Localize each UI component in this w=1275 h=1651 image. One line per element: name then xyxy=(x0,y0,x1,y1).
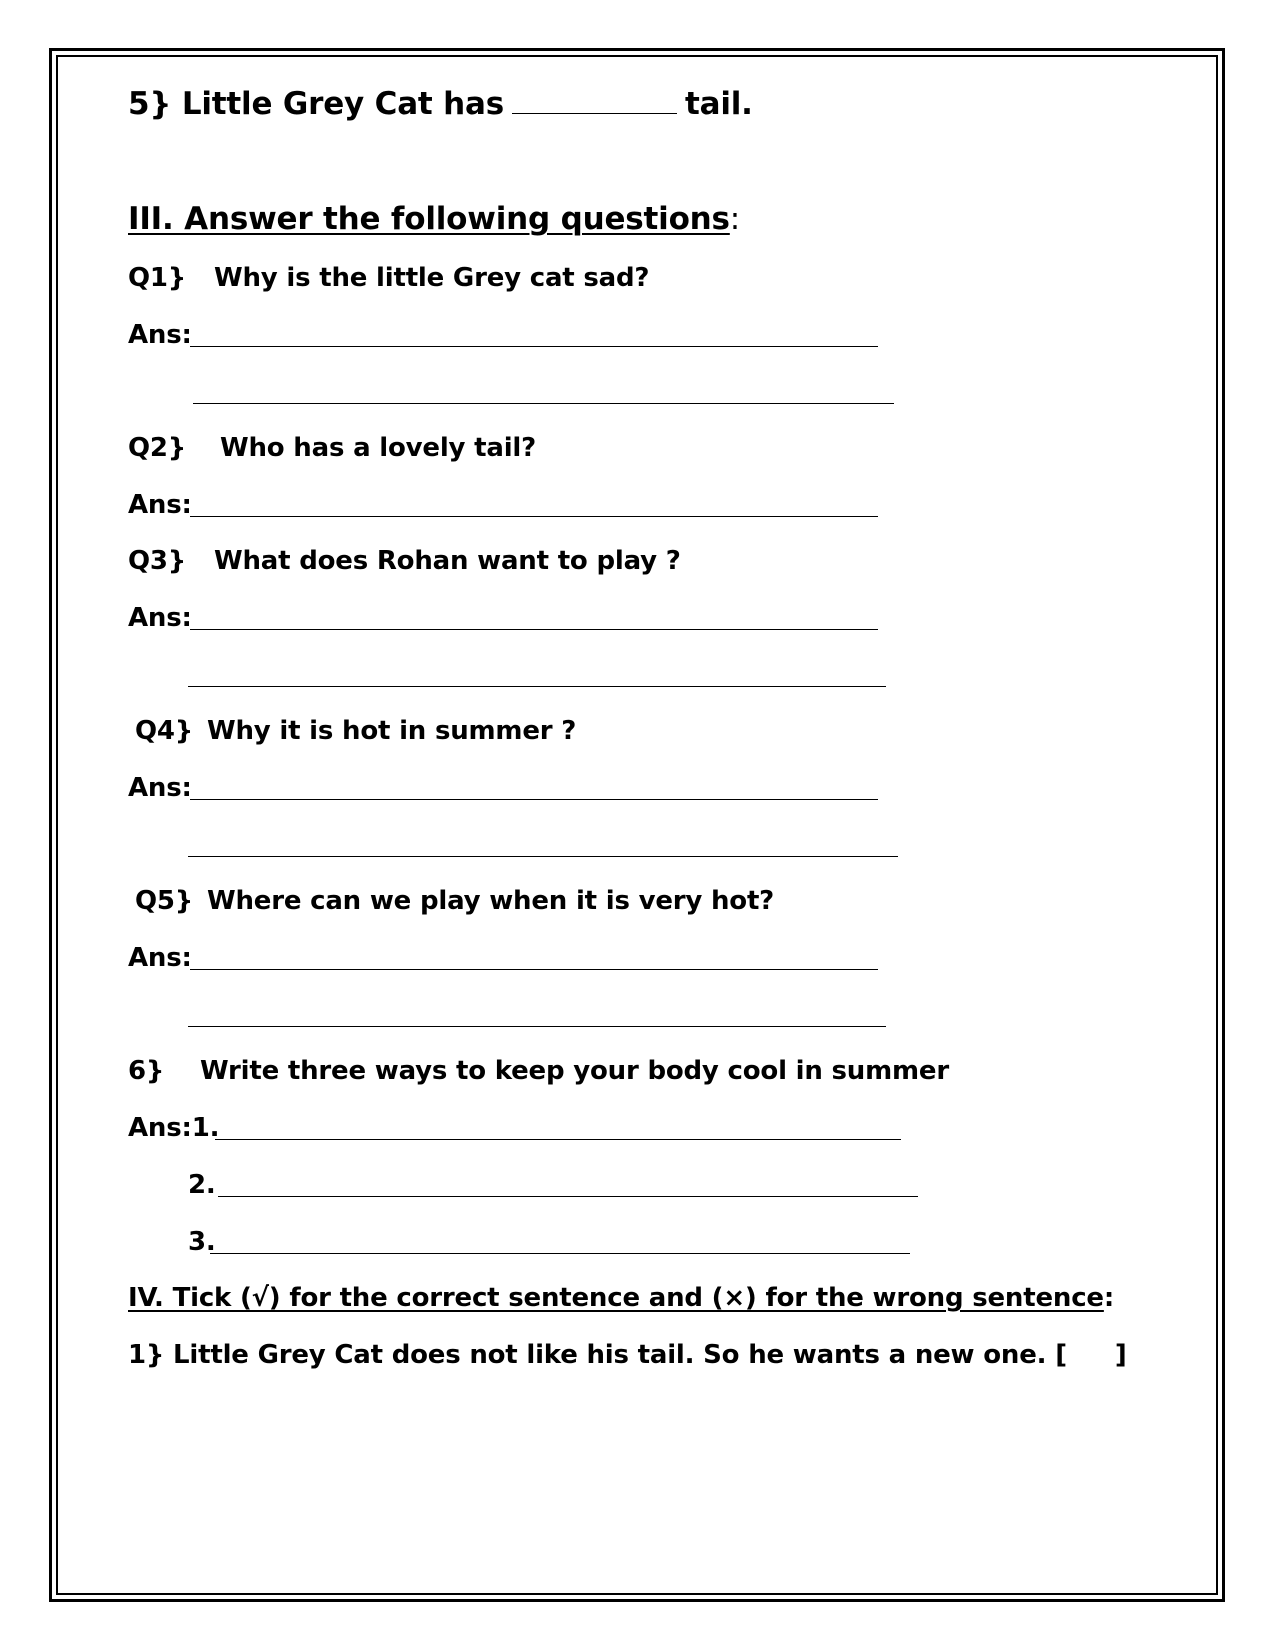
answer-line[interactable] xyxy=(215,1139,901,1140)
answer-1-label: Ans:1. xyxy=(128,1113,220,1143)
answer-label: Ans: xyxy=(128,490,192,520)
answer-line[interactable] xyxy=(218,1196,918,1197)
answer-label: Ans: xyxy=(128,320,192,350)
answer-line[interactable] xyxy=(190,629,878,630)
tick-box-open: [ xyxy=(1055,1340,1067,1370)
question-text: Who has a lovely tail? xyxy=(220,433,537,463)
answer-line[interactable] xyxy=(210,1253,910,1254)
fill-blank-line[interactable] xyxy=(512,91,677,114)
tick-item-text: 1} Little Grey Cat does not like his tail. So he wants a new one. xyxy=(128,1340,1047,1370)
answer-line[interactable] xyxy=(193,403,894,404)
tick-box-close: ] xyxy=(1114,1340,1127,1370)
answer-line[interactable] xyxy=(190,969,878,970)
question-number: Q1} xyxy=(128,263,187,293)
question-number: Q3} xyxy=(128,546,187,576)
section-4-title: IV. Tick (√) for the correct sentence and (×) for the wrong sentence xyxy=(128,1283,1104,1313)
fill-blank-item-5 xyxy=(128,84,753,124)
question-text: What does Rohan want to play ? xyxy=(214,546,681,576)
question-number: Q4} xyxy=(135,716,194,746)
answer-3-label: 3. xyxy=(188,1227,216,1257)
fill-blank-prefix: 5} Little Grey Cat has xyxy=(128,86,504,122)
answer-line[interactable] xyxy=(188,1026,886,1027)
question-number: Q5} xyxy=(135,886,194,916)
answer-line[interactable] xyxy=(190,346,878,347)
question-number: Q2} xyxy=(128,433,187,463)
section-3-colon: : xyxy=(729,201,741,237)
question-5 xyxy=(135,884,774,918)
answer-label: Ans: xyxy=(128,603,192,633)
question-3 xyxy=(128,544,681,578)
question-2 xyxy=(128,431,536,465)
question-text: Why is the little Grey cat sad? xyxy=(214,263,650,293)
section-4-colon: : xyxy=(1103,1283,1115,1313)
section-4-heading xyxy=(128,1281,1114,1315)
answer-line[interactable] xyxy=(188,856,898,857)
fill-blank-suffix: tail. xyxy=(684,86,753,122)
section-3-heading xyxy=(128,199,740,239)
tick-item-1 xyxy=(128,1338,1127,1372)
answer-line[interactable] xyxy=(190,516,878,517)
question-6 xyxy=(128,1054,949,1088)
question-1 xyxy=(128,261,649,295)
section-3-title: III. Answer the following questions xyxy=(128,201,730,237)
question-4 xyxy=(135,714,576,748)
question-text: Write three ways to keep your body cool in summer xyxy=(200,1056,949,1086)
answer-label: Ans: xyxy=(128,773,192,803)
answer-line[interactable] xyxy=(190,799,878,800)
question-text: Why it is hot in summer ? xyxy=(207,716,577,746)
answer-line[interactable] xyxy=(188,686,886,687)
answer-2-label: 2. xyxy=(188,1170,216,1200)
question-number: 6} xyxy=(128,1056,165,1086)
answer-label: Ans: xyxy=(128,943,192,973)
question-text: Where can we play when it is very hot? xyxy=(207,886,775,916)
